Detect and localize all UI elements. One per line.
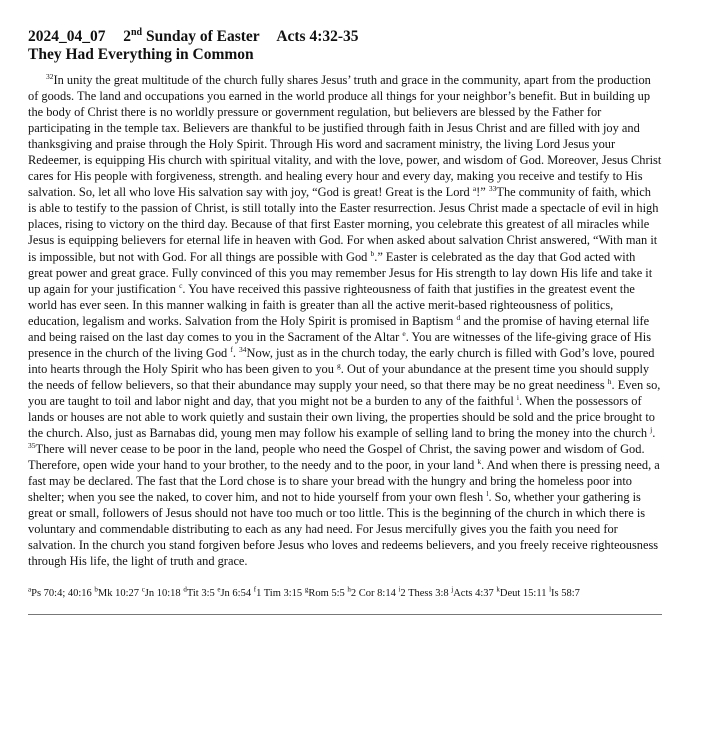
- document-header-line: [28, 28, 662, 46]
- footnote-marker: i: [398, 585, 401, 594]
- footer-rule: [28, 614, 662, 615]
- footnote-marker: l: [549, 585, 552, 594]
- verse-or-footnote-marker: g: [337, 360, 341, 370]
- verse-or-footnote-marker: f: [230, 344, 233, 354]
- verse-or-footnote-marker: c: [179, 280, 183, 290]
- sermon-text-run: .: [652, 426, 656, 441]
- sermon-text-run: .” Easter is celebrated as the day that God acted with great power and great grace. Fully convinced of this you may remember Jesus for His strength to lay down His life and take it up again for your justification: [28, 249, 653, 296]
- verse-or-footnote-marker: k: [477, 457, 482, 466]
- sermon-paragraph: [28, 72, 662, 569]
- verse-or-footnote-marker: d: [456, 312, 461, 322]
- footnote-marker: k: [496, 585, 500, 594]
- sermon-text-run: . Even so, you are taught to toil and labor night and day, that you might not be a burden to any of the faithful: [28, 377, 661, 408]
- verse-or-footnote-marker: e: [402, 328, 406, 338]
- footnote-reference: Acts 4:37: [453, 588, 497, 600]
- sermon-title: They Had Everything in Common: [28, 46, 254, 63]
- sermon-text-run: .: [232, 345, 240, 360]
- verse-or-footnote-marker: b: [370, 248, 375, 258]
- footnote-reference: 2 Thess 3:8: [400, 588, 452, 600]
- footnote-marker: c: [141, 585, 145, 594]
- footnote-marker: a: [28, 585, 32, 594]
- footnote-marker: f: [253, 585, 257, 594]
- sunday-occasion: Sunday of Easter: [146, 28, 260, 45]
- footnote-reference: 2 Cor 8:14: [350, 588, 399, 600]
- sermon-text-run: In unity the great multitude of the church fully shares Jesus’ truth and grace in the community, apart from the production of goods. The land and occupations you earned in the world produce all things for your neighbor’s benefit. But in building up the body of Christ there is no worldly pressure or government regulation, but believers are blessed by the Father for participating in the temple tax. Believers are thankful to be justified through faith in Jesus Christ and are filled with joy and thanksgiving and praise through the Holy Spirit. Through His word and sacrament ministry, the living Lord Jesus your Redeemer, is equipping His church with spiritual vitality, and with the love, power, and wisdom of God. Moreover, Jesus Christ cares for His people with forgiveness, strength. and healing every hour and every day, making you receive and testify to His salvation. So, let all who love His salvation say with joy, “God is great! Great is the Lord: [28, 73, 662, 200]
- sermon-text-run: . So, whether your gathering is great or small, followers of Jesus should not have too much or too little. This is the beginning of the church in which there is voluntary and commendable distributing to each as any had need. For Jesus mercifully gives you the faith you need for salvation. In the church you stand forgiven before Jesus who loves and redeems believers, and you freely receive righteousness through His life, the light of truth and grace.: [28, 490, 659, 569]
- footnote-reference: Jn 6:54: [220, 588, 254, 600]
- footnote-marker: b: [94, 585, 98, 594]
- document-page: [28, 28, 662, 615]
- sunday-ordinal-suffix: nd: [131, 26, 143, 38]
- sermon-text-run: . And when there is pressing need, a fast may be declared. The fast that the Lord chose is to share your bread with the hungry and bring the homeless poor into shelter; when you see the naked, to cover him, and not to hide yourself from your own flesh: [28, 458, 660, 505]
- verse-or-footnote-marker: h: [607, 376, 612, 386]
- sermon-date: 2024_04_07: [28, 28, 106, 45]
- footnote-marker: g: [304, 585, 309, 594]
- footnote-reference: Tit 3:5: [186, 588, 218, 600]
- sermon-text-run: . When the possessors of lands or houses are not able to work quietly and sustain their own living, the properties should be sold and the price brought to the church. Also, just as Barnabas did, young men may follow his example of selling land to bring the money into the church: [28, 393, 655, 441]
- footnote-marker: e: [217, 585, 221, 594]
- footnote-reference: Rom 5:5: [308, 588, 348, 600]
- verse-or-footnote-marker: i: [516, 392, 519, 402]
- verse-or-footnote-marker: a: [472, 184, 477, 194]
- verse-or-footnote-marker: 34: [239, 344, 247, 354]
- footnote-reference: Is 58:7: [551, 588, 580, 600]
- footnote-reference: Deut 15:11: [499, 588, 550, 600]
- verse-or-footnote-marker: 33: [488, 184, 497, 194]
- verse-or-footnote-marker: 35: [28, 440, 36, 450]
- footnote-marker: d: [183, 585, 187, 594]
- sunday-ordinal-number: 2: [123, 28, 131, 45]
- sermon-text-run: Now, just as in the church today, the early church is filled with God’s love, poured into hearts through the Holy Spirit who has been given to you: [28, 345, 655, 376]
- sermon-body: [28, 72, 662, 569]
- footnote-marker: j: [451, 585, 454, 594]
- sermon-text-run: . You have received this passive righteousness of faith that justifies in the greatest event the world has ever seen. In this manner walking in faith is greater than all the active merit-based righteousness of politics, education, legalism and works. Salvation from the Holy Spirit is promised in Baptism: [28, 281, 635, 328]
- sermon-text-run: . Out of your abundance at the present time you should supply the needs of fellow believers, so that their abundance may supply your need, so that there may be no great neediness: [28, 361, 650, 392]
- sermon-text-run: . You are witnesses of the life-giving grace of His presence in the church of the living God: [28, 329, 652, 360]
- scripture-reading: Acts 4:32-35: [276, 28, 359, 45]
- footnote-marker: h: [347, 585, 351, 594]
- footnote-reference: Mk 10:27: [97, 588, 142, 600]
- footnote-reference: Jn 10:18: [144, 588, 184, 600]
- footnote-reference: Ps 70:4; 40:16: [31, 588, 95, 600]
- sermon-text-run: !”: [476, 185, 489, 200]
- verse-or-footnote-marker: l: [486, 489, 489, 499]
- footnote-reference: 1 Tim 3:15: [256, 588, 305, 600]
- footnotes: [28, 587, 662, 600]
- sermon-text-run: The community of faith, which is able to testify to the passion of Christ, is still totally into the Easter resurrection. Jesus Christ made a spectacle of evil in high places, rising to victory on the third day. Because of that first Easter morning, you celebrate this greatest of all miracles while Jesus is equipping believers for eternal life in heaven with God. For when asked about salvation Christ answered, “With man it is impossible, but not with God. For all things are possible with God: [28, 185, 659, 264]
- sermon-text-run: and the promise of having eternal life and being raised on the last day comes to you in the Sacrament of the Altar: [28, 313, 650, 344]
- verse-or-footnote-marker: 32: [46, 71, 54, 81]
- sermon-text-run: There will never cease to be poor in the land, people who need the Gospel of Christ, the saving power and wisdom of God. Therefore, open wide your hand to your brother, to the needy and to the poor, in your land: [28, 442, 645, 473]
- verse-or-footnote-marker: j: [650, 424, 653, 434]
